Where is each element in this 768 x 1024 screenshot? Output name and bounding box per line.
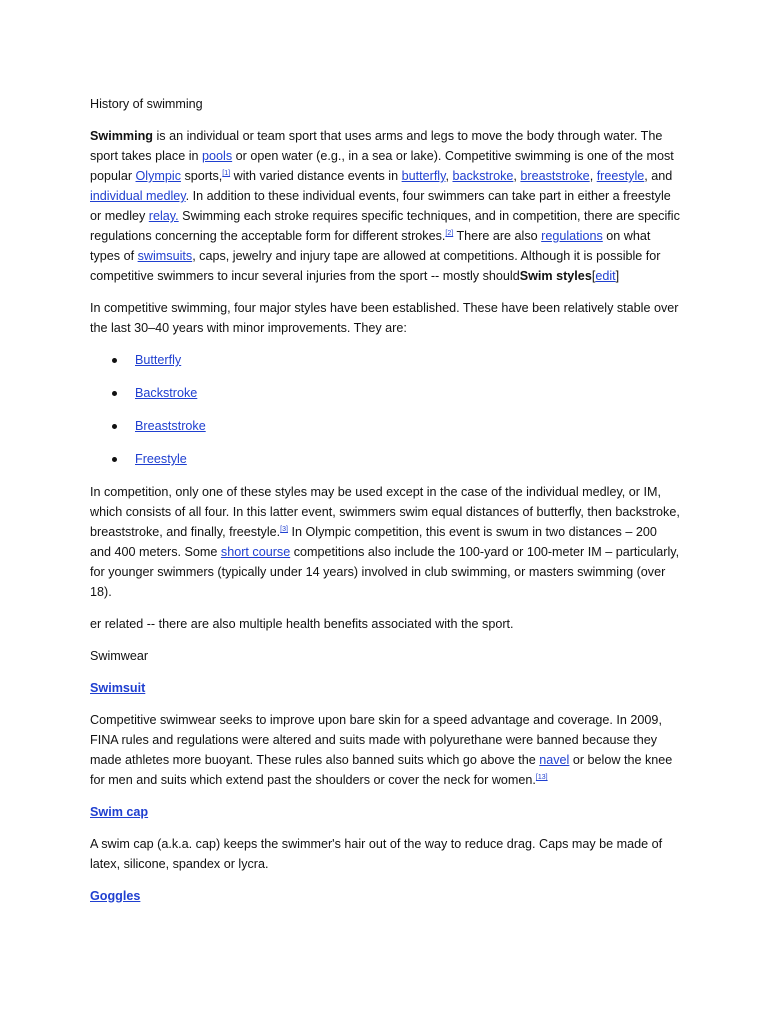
edit-link[interactable]: edit — [595, 269, 616, 283]
page-title: History of swimming — [90, 97, 203, 111]
list-link-breaststroke[interactable]: Breaststroke — [135, 419, 206, 433]
intro-text: is an individual or team sport that uses arms and legs to move the body through water. The sport takes place in — [90, 129, 663, 163]
competition-text: In competition, only one of these styles may be used except in the case of the individual medley, or IM, which consists of all four. In this latter event, swimmers swim equal distances of butterfly, then backstroke, breaststroke, and finally, freestyle. — [90, 485, 680, 539]
swimsuit-heading-link[interactable]: Swimsuit — [90, 681, 146, 695]
intro-text: . In addition to these individual events, four swimmers can take part in either a freestyle or medley — [90, 189, 671, 223]
intro-text: There are also — [453, 229, 542, 243]
link-regulations[interactable]: regulations — [541, 229, 603, 243]
list-link-freestyle[interactable]: Freestyle — [135, 452, 187, 466]
swimcap-heading-link[interactable]: Swim cap — [90, 805, 149, 819]
intro-text: , — [589, 169, 597, 183]
intro-text: Swimming each stroke requires specific techniques, and in competition, there are specific regulations concerning the acceptable form for different strokes. — [90, 209, 680, 243]
competition-text: competitions also include the 100-yard or 100-meter IM – particularly, for younger swimmers (typically under 14 years) involved in club swimming, or masters swimming (over 18). — [90, 545, 680, 599]
list-link-butterfly[interactable]: Butterfly — [135, 353, 182, 367]
health-paragraph: er related -- there are also multiple health benefits associated with the sport. — [90, 617, 514, 631]
swimsuit-subhead — [90, 678, 680, 698]
intro-text: on what types of — [90, 229, 651, 263]
list-item — [90, 350, 680, 370]
ref-link-3[interactable]: [3] — [280, 526, 288, 533]
link-butterfly[interactable]: butterfly — [401, 169, 446, 183]
list-item — [90, 383, 680, 403]
swimsuit-paragraph — [90, 710, 680, 790]
swimsuit-text: or below the knee for men and suits which extend past the shoulders or cover the neck for women. — [90, 753, 673, 787]
intro-text: , and — [644, 169, 673, 183]
intro-paragraph — [90, 126, 680, 286]
intro-text: with varied distance events in — [230, 169, 402, 183]
intro-text: sports, — [181, 169, 223, 183]
link-swimsuits[interactable]: swimsuits — [137, 249, 193, 263]
styles-list — [90, 350, 680, 469]
intro-text: , — [513, 169, 521, 183]
link-relay[interactable]: relay. — [148, 209, 179, 223]
competition-text: In Olympic competition, this event is swum in two distances – 200 and 400 meters. Some — [90, 525, 657, 559]
intro-text: or open water (e.g., in a sea or lake). Competitive swimming is one of the most popular — [90, 149, 674, 183]
goggles-heading-link[interactable]: Goggles — [90, 889, 141, 903]
edit-bracket: [ — [591, 269, 596, 283]
link-navel[interactable]: navel — [539, 753, 570, 767]
link-olympic[interactable]: Olympic — [135, 169, 181, 183]
intro-bold-lead: Swimming — [90, 129, 153, 143]
swim-styles-heading: Swim styles — [519, 269, 592, 283]
link-backstroke[interactable]: backstroke — [452, 169, 514, 183]
link-breaststroke[interactable]: breaststroke — [520, 169, 590, 183]
edit-bracket: ] — [615, 269, 620, 283]
ref-link-1[interactable]: [1] — [222, 170, 231, 177]
swimcap-subhead — [90, 802, 680, 822]
link-pools[interactable]: pools — [202, 149, 233, 163]
goggles-subhead — [90, 886, 680, 906]
competition-paragraph — [90, 482, 680, 602]
swimwear-heading: Swimwear — [90, 649, 149, 663]
ref-link-13[interactable]: [13] — [535, 774, 548, 781]
ref-link-2[interactable]: [2] — [445, 230, 454, 237]
link-short-course[interactable]: short course — [220, 545, 291, 559]
list-item — [90, 449, 680, 469]
link-freestyle[interactable]: freestyle — [596, 169, 645, 183]
intro-text: , — [445, 169, 453, 183]
styles-intro-paragraph: In competitive swimming, four major styles have been established. These have been relatively stable over the last 30–40 years with minor improvements. They are: — [90, 301, 679, 335]
swimsuit-text: Competitive swimwear seeks to improve upon bare skin for a speed advantage and coverage. In 2009, FINA rules and regulations were altered and suits made with polyurethane were banned because they made athletes more buoyant. These rules also banned suits which go above the — [90, 713, 662, 767]
swimcap-paragraph: A swim cap (a.k.a. cap) keeps the swimmer's hair out of the way to reduce drag. Caps may be made of latex, silicone, spandex or lycra. — [90, 837, 663, 871]
intro-text: , caps, jewelry and injury tape are allowed at competitions. Although it is possible for competitive swimmers to incur several injuries from the sport -- mostly should — [90, 249, 661, 283]
list-link-backstroke[interactable]: Backstroke — [135, 386, 198, 400]
link-individual-medley[interactable]: individual medley — [90, 189, 186, 203]
list-item — [90, 416, 680, 436]
